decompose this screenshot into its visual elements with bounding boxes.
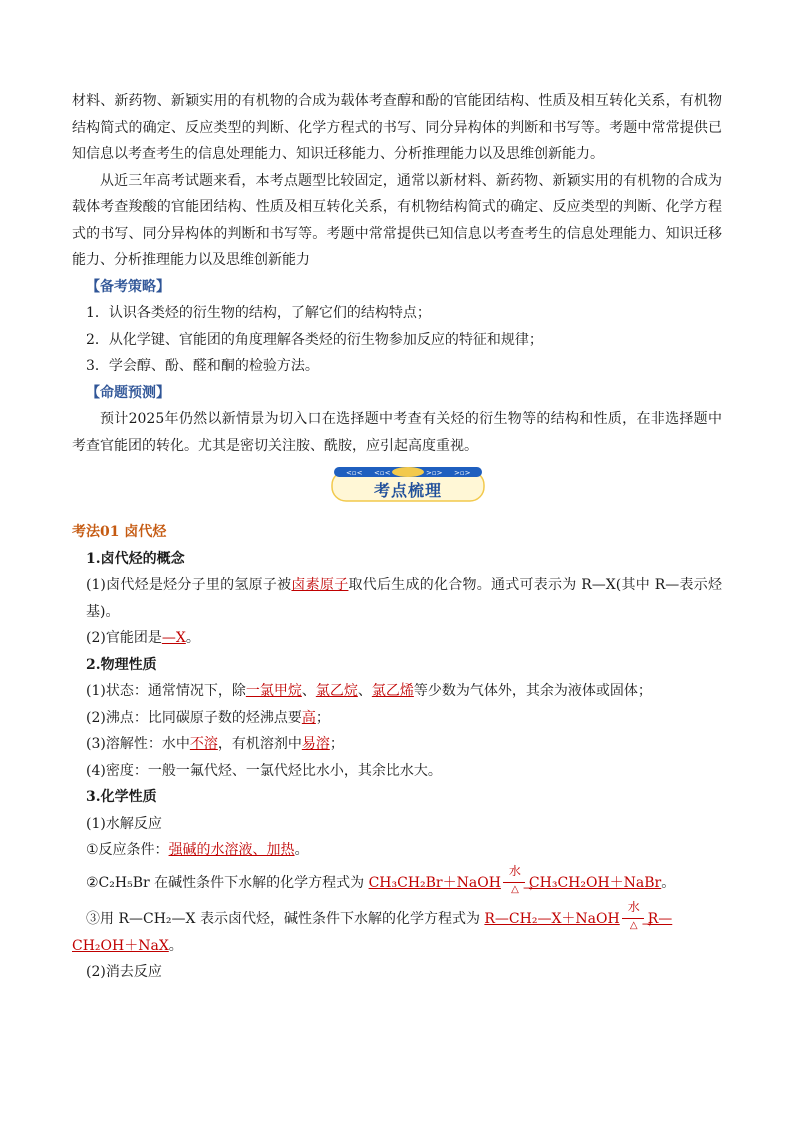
- text-run: ①反应条件：: [86, 842, 169, 858]
- document-page: [72, 88, 722, 986]
- physical-density: (4)密度：一般一氟代烃、一氯代烃比水小，其余比水大。: [86, 762, 442, 779]
- equation-rhs: CH₂OH＋NaX: [72, 937, 169, 954]
- physical-boiling-point: [72, 705, 722, 732]
- strategy-item: 1．认识各类烃的衍生物的结构，了解它们的结构特点；: [86, 305, 431, 321]
- text-run: ③用 R—CH₂—X 表示卤代烃，碱性条件下水解的化学方程式为: [86, 911, 485, 927]
- answer-text: 不溶: [189, 736, 218, 752]
- text-run: (1)状态：通常情况下，除: [86, 683, 246, 699]
- text-run: ②C₂H₅Br 在碱性条件下水解的化学方程式为: [86, 874, 369, 891]
- elimination-title: (2)消去反应: [86, 964, 162, 980]
- answer-text: 高: [301, 709, 316, 726]
- answer-text: 一氯甲烷: [245, 683, 302, 699]
- banner-graphic: [330, 467, 486, 503]
- concept-title: 1.卤代烃的概念: [86, 550, 185, 567]
- condition-water: 水: [508, 863, 521, 878]
- arrow-bar: [503, 882, 525, 883]
- arrow-head: →: [641, 917, 652, 931]
- equation-1: [72, 863, 722, 897]
- strategy-tag: 【备考策略】: [86, 278, 170, 295]
- intro-paragraph-2: 从近三年高考试题来看，本考点题型比较固定，通常以新材料、新药物、新颖实用的有机物的合成为载体考查羧酸的官能团结构、性质及相互转化关系，有机物结构简式的确定、反应类型的判断、化学方程式的书写、同分异构体的判断和书写等。考题中常常提供已知信息以考查考生的信息处理能力、知识迁移能力、分析推理能力以及思维创新能力: [72, 172, 722, 268]
- svg-text:>▫>: >▫>: [454, 469, 471, 477]
- text-run: 等少数为气体外，其余为液体或固体；: [413, 683, 652, 699]
- text-run: 。: [168, 937, 183, 954]
- prediction-tag: 【命题预测】: [86, 384, 170, 401]
- concept-paragraph-2: [72, 625, 722, 652]
- equation-lhs: R—CH₂—X＋NaOH: [484, 911, 620, 927]
- svg-text:>▫>: >▫>: [426, 469, 443, 477]
- intro-paragraph-1: 材料、新药物、新颖实用的有机物的合成为载体考查醇和酚的官能团结构、性质及相互转化关系，有机物结构简式的确定、反应类型的判断、化学方程式的书写、同分异构体的判断和书写等。考题中常常提供已知信息以考查考生的信息处理能力、知识迁移能力、分析推理能力以及思维创新能力。: [72, 93, 722, 162]
- equation-2-continued: [72, 933, 722, 960]
- text-run: 。: [185, 630, 200, 646]
- text-run: ，有机溶剂中: [217, 736, 302, 752]
- equation-rhs: CH₃CH₂OH＋NaBr: [528, 874, 662, 891]
- text-run: 。: [661, 874, 676, 891]
- text-run: 。: [294, 842, 309, 858]
- strategy-item: 2．从化学键、官能团的角度理解各类烃的衍生物参加反应的特征和规律；: [86, 331, 543, 348]
- answer-text: 强碱的水溶液、加热: [168, 842, 295, 858]
- strategy-item: 3．学会醇、酚、醛和酮的检验方法。: [86, 358, 319, 374]
- text-run: ；: [329, 736, 344, 752]
- text-run: (2)官能团是: [86, 630, 162, 646]
- answer-text: —X: [161, 630, 186, 646]
- text-run: (3)溶解性：水中: [86, 736, 190, 752]
- text-run: ；: [315, 709, 330, 726]
- equation-lhs: CH₃CH₂Br＋NaOH: [368, 874, 501, 891]
- section-heading: 考法01 卤代烃: [72, 524, 167, 540]
- answer-text: 卤素原子: [291, 577, 349, 593]
- text-run: 取代后生成的化合物。通式可表示为 R—X(其中 R—表示烃基)。: [86, 577, 722, 620]
- arrow-head: →: [522, 880, 533, 895]
- condition-heat-icon: △: [511, 883, 519, 895]
- text-run: (2)沸点：比同碳原子数的烃沸点要: [86, 709, 302, 726]
- hydrolysis-condition: [72, 837, 722, 864]
- text-run: 、: [301, 683, 316, 699]
- hydrolysis-title: (1)水解反应: [86, 815, 162, 832]
- condition-heat-icon: △: [629, 920, 638, 931]
- banner-title: 考点梳理: [373, 481, 442, 500]
- physical-solubility: [72, 731, 722, 758]
- text-run: (1)卤代烃是烃分子里的氢原子被: [86, 577, 292, 593]
- answer-text: 易溶: [301, 736, 330, 752]
- equation-2: [72, 900, 722, 933]
- physical-state: [72, 678, 722, 705]
- equation-rhs: R—: [647, 911, 673, 927]
- svg-text:<▫<: <▫<: [374, 469, 391, 477]
- arrow-bar: [622, 918, 644, 919]
- prediction-text: 预计2025年仍然以新情景为切入口在选择题中考查有关烃的衍生物等的结构和性质，在非选择题中考查官能团的转化。尤其是密切关注胺、酰胺，应引起高度重视。: [72, 411, 722, 454]
- answer-text: 氯乙烷: [315, 683, 358, 699]
- reaction-condition-arrow: [501, 863, 533, 895]
- chemical-title: 3.化学性质: [86, 789, 157, 805]
- svg-text:<▫<: <▫<: [346, 469, 363, 477]
- reaction-condition-arrow: [620, 900, 652, 931]
- section-banner: [72, 463, 722, 513]
- answer-text: 氯乙烯: [371, 683, 414, 699]
- condition-water: 水: [627, 900, 640, 914]
- text-run: 、: [357, 683, 372, 699]
- concept-paragraph-1: [72, 572, 722, 625]
- physical-title: 2.物理性质: [86, 656, 157, 673]
